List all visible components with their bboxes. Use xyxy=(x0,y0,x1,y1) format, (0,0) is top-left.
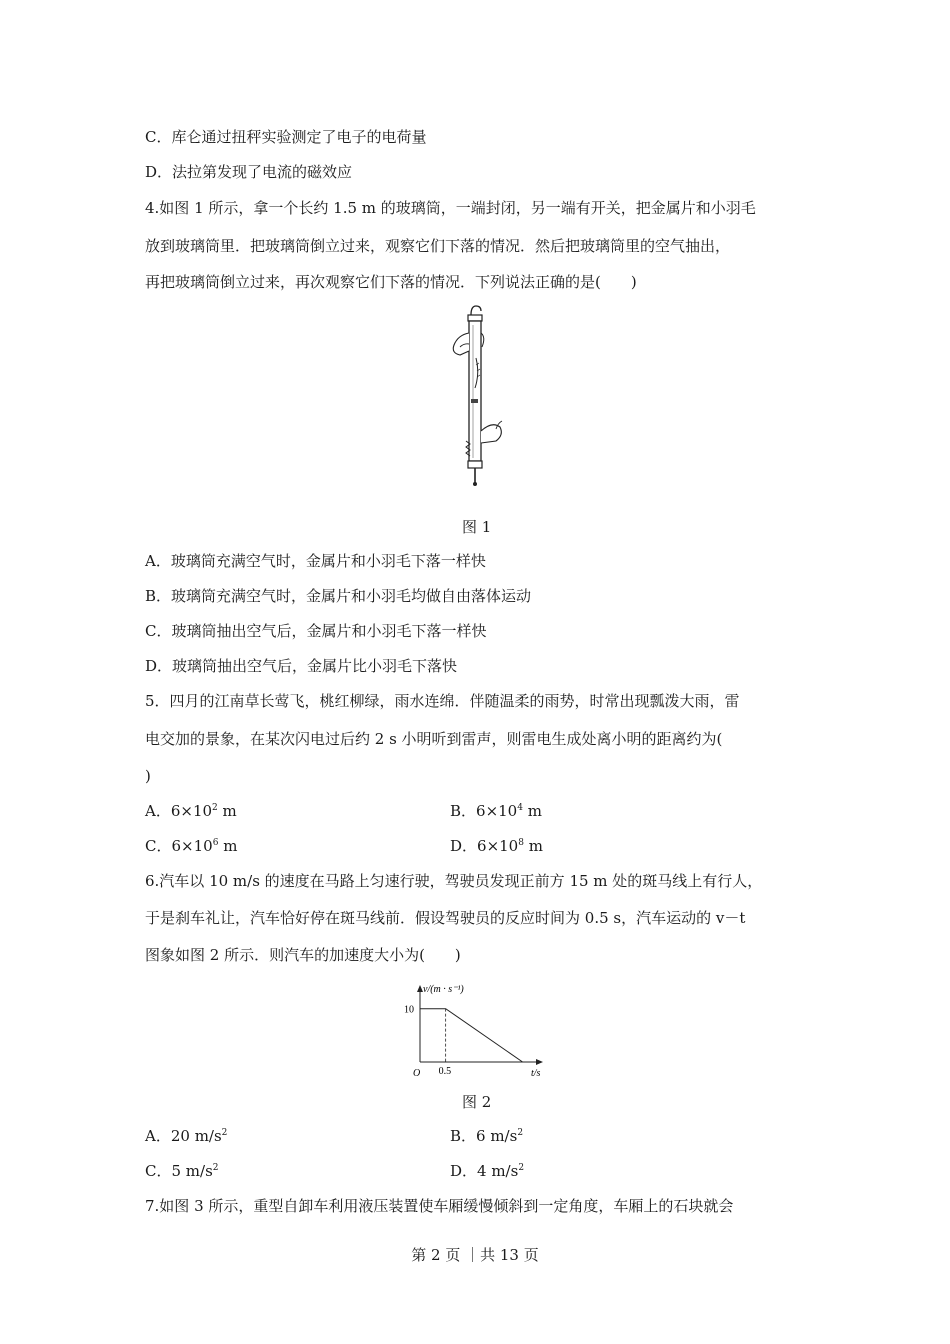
q5-option-c: C．$6\times 10^6$ m xyxy=(145,837,238,855)
vt-graph xyxy=(395,980,555,1080)
q5-stem-line1: 5．四月的江南草长莺飞，桃红柳绿，雨水连绵．伴随温柔的雨势，时常出现瓢泼大雨，雷 xyxy=(145,692,740,710)
y-tick-label: 10 xyxy=(404,1004,414,1016)
q4-stem-line2: 放到玻璃筒里．把玻璃筒倒立过来，观察它们下落的情况．然后把玻璃筒里的空气抽出， xyxy=(145,237,731,255)
q6-option-a: A．20 $m/s^2$ xyxy=(145,1127,228,1145)
q6-stem-line2: 于是刹车礼让，汽车恰好停在斑马线前．假设驾驶员的反应时间为 0.5 s，汽车运动的 v－t xyxy=(145,909,746,927)
q5-option-d: D．$6\times 10^8$ m xyxy=(450,837,543,855)
glass-tube-figure xyxy=(440,303,510,488)
q6-option-c: C．5 $m/s^2$ xyxy=(145,1162,219,1180)
q5-stem-line2: 电交加的景象，在某次闪电过后约 2 s 小明听到雷声，则雷电生成处离小明的距离约为( xyxy=(145,730,723,748)
q4-option-c: C．玻璃筒抽出空气后，金属片和小羽毛下落一样快 xyxy=(145,622,487,640)
figure-2-caption: 图 2 xyxy=(462,1093,492,1111)
q6-stem-line3: 图象如图 2 所示．则汽车的加速度大小为( ) xyxy=(145,946,461,964)
figure-1-caption: 图 1 xyxy=(462,518,492,536)
q6-stem-line1: 6.汽车以 10 m/s 的速度在马路上匀速行驶，驾驶员发现正前方 15 m 处的斑马线上有行人， xyxy=(145,872,763,890)
origin-label: O xyxy=(413,1068,421,1079)
q7-stem-line1: 7.如图 3 所示，重型自卸车利用液压装置使车厢缓慢倾斜到一定角度，车厢上的石块就会 xyxy=(145,1197,734,1215)
page-footer: 第 2 页 ｜共 13 页 xyxy=(411,1246,539,1264)
q4-stem-line1: 4.如图 1 所示，拿一个长约 1.5 m 的玻璃筒，一端封闭，另一端有开关，把金属片和小羽毛 xyxy=(145,199,756,217)
series-line xyxy=(420,1009,523,1062)
q5-stem-line3: ) xyxy=(145,767,151,785)
q4-option-d: D．玻璃筒抽出空气后，金属片比小羽毛下落快 xyxy=(145,657,458,675)
x-axis-arrow xyxy=(536,1059,543,1065)
q4-option-a: A．玻璃筒充满空气时，金属片和小羽毛下落一样快 xyxy=(145,552,486,570)
x-tick-label: 0.5 xyxy=(438,1066,452,1077)
q4-option-b: B．玻璃筒充满空气时，金属片和小羽毛均做自由落体运动 xyxy=(145,587,532,605)
y-axis-label: v/(m · s⁻¹) xyxy=(423,984,464,995)
q3-option-d: D．法拉第发现了电流的磁效应 xyxy=(145,163,353,181)
q5-option-b: B．$6\times 10^4$ m xyxy=(450,802,542,820)
q4-stem-line3: 再把玻璃筒倒立过来，再次观察它们下落的情况．下列说法正确的是( ) xyxy=(145,273,637,291)
q5-option-a: A．$6\times 10^2$ m xyxy=(145,802,237,820)
q3-option-c: C．库仑通过扭秤实验测定了电子的电荷量 xyxy=(145,128,427,146)
q6-option-b: B．6 $m/s^2$ xyxy=(450,1127,524,1145)
x-axis-label: t/s xyxy=(531,1068,541,1079)
q6-option-d: D．4 $m/s^2$ xyxy=(450,1162,525,1180)
